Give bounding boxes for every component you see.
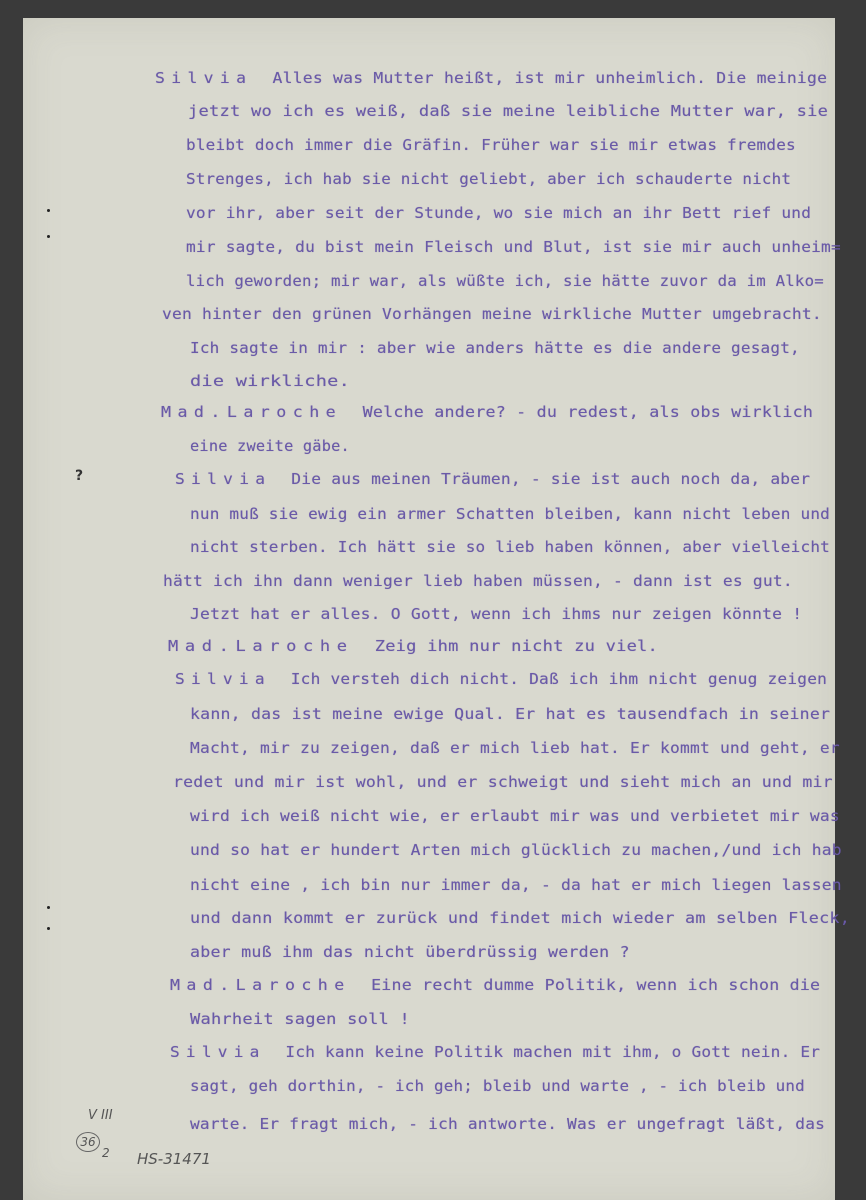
line-text: lich geworden; mir war, als wüßte ich, sie hätte zuvor da im Alko= [186, 272, 824, 290]
line-text: Eine recht dumme Politik, wenn ich schon die [371, 976, 821, 994]
text-line [170, 1043, 820, 1061]
margin-dot [47, 235, 50, 238]
text-line [190, 807, 840, 825]
line-text: warte. Er fragt mich, - ich antworte. Was er ungefragt läßt, das [190, 1115, 826, 1133]
line-text: sagt, geh dorthin, - ich geh; bleib und warte , - ich bleib und [190, 1077, 805, 1095]
line-text: Welche andere? - du redest, als obs wirklich [362, 403, 814, 421]
text-line [175, 470, 810, 488]
text-line [186, 204, 811, 222]
text-line [190, 1115, 825, 1133]
line-text: bleibt doch immer die Gräfin. Früher war sie mir etwas fremdes [186, 136, 796, 154]
text-line [190, 909, 850, 927]
text-line [190, 841, 842, 859]
text-line [190, 339, 800, 357]
speaker-name: Mad.Laroche [168, 637, 354, 655]
line-text: Ich versteh dich nicht. Daß ich ihm nicht genug zeigen [290, 670, 828, 688]
text-line [190, 1077, 805, 1095]
line-text: vor ihr, aber seit der Stunde, wo sie mich an ihr Bett rief und [186, 204, 812, 222]
page-subnumber: 2 [102, 1146, 110, 1160]
shelfmark-signature: HS-31471 [137, 1150, 211, 1168]
line-text: Ich kann keine Politik machen mit ihm, o Gott nein. Er [285, 1043, 821, 1061]
margin-question-mark: ? [75, 468, 84, 484]
text-line [186, 170, 791, 188]
line-text: redet und mir ist wohl, und er schweigt und sieht mich an und mir [173, 773, 833, 791]
speaker-name: Silvia [155, 69, 253, 87]
text-line [186, 136, 796, 154]
text-line [188, 102, 828, 120]
speaker-name: Mad.Laroche [170, 976, 351, 994]
text-line [190, 943, 630, 961]
line-text: mir sagte, du bist mein Fleisch und Blut, ist sie mir auch unheim= [186, 238, 841, 256]
line-text: nicht eine , ich bin nur immer da, - da hat er mich liegen lassen [190, 876, 842, 894]
line-text: Zeig ihm nur nicht zu viel. [374, 637, 659, 655]
line-text: die wirkliche. [190, 372, 351, 390]
line-text: kann, das ist meine ewige Qual. Er hat es tausendfach in seiner [190, 705, 831, 723]
line-text: Macht, mir zu zeigen, daß er mich lieb hat. Er kommt und geht, er [190, 739, 840, 757]
text-line [175, 670, 827, 688]
line-text: Die aus meinen Träumen, - sie ist auch noch da, aber [291, 470, 811, 488]
text-line [186, 238, 841, 256]
text-line [190, 505, 830, 523]
speaker-name: Silvia [175, 470, 272, 488]
line-text: nicht sterben. Ich hätt sie so lieb haben können, aber vielleicht [190, 538, 831, 556]
line-text: aber muß ihm das nicht überdrüssig werden ? [190, 943, 630, 961]
text-line [168, 637, 658, 655]
text-line [155, 69, 827, 87]
margin-dot [47, 209, 50, 212]
margin-dot [47, 927, 50, 930]
line-text: Ich sagte in mir : aber wie anders hätte es die andere gesagt, [190, 339, 800, 357]
text-line [186, 272, 824, 290]
line-text: und so hat er hundert Arten mich glücklich zu machen,/und ich hab [190, 841, 842, 859]
line-text: ven hinter den grünen Vorhängen meine wirkliche Mutter umgebracht. [162, 305, 822, 323]
text-line [163, 572, 793, 590]
speaker-name: Silvia [175, 670, 271, 688]
text-line [170, 976, 820, 994]
speaker-name: Mad.Laroche [161, 403, 343, 421]
text-line [190, 876, 842, 894]
text-line [190, 705, 830, 723]
text-line [190, 372, 350, 390]
line-text: Strenges, ich hab sie nicht geliebt, aber ich schauderte nicht [186, 170, 792, 188]
text-line [190, 437, 350, 455]
line-text: Jetzt hat er alles. O Gott, wenn ich ihms nur zeigen könnte ! [190, 605, 803, 623]
speaker-name: Silvia [170, 1043, 266, 1061]
line-text: nun muß sie ewig ein armer Schatten bleiben, kann nicht leben und [190, 505, 831, 523]
line-text: Wahrheit sagen soll ! [190, 1010, 410, 1028]
line-text: eine zweite gäbe. [190, 437, 350, 455]
margin-dot [47, 906, 50, 909]
text-line [161, 403, 813, 421]
text-line [190, 1010, 410, 1028]
text-line [162, 305, 822, 323]
line-text: Alles was Mutter heißt, ist mir unheimlich. Die meinige [272, 69, 828, 87]
line-text: und dann kommt er zurück und findet mich wieder am selben Fleck, [190, 909, 851, 927]
circled-page-number: 36 [76, 1132, 100, 1152]
text-line [190, 538, 830, 556]
line-text: hätt ich ihn dann weniger lieb haben müssen, - dann ist es gut. [163, 572, 793, 590]
text-line [173, 773, 833, 791]
folio-note: V III [88, 1108, 113, 1123]
line-text: jetzt wo ich es weiß, daß sie meine leibliche Mutter war, sie [188, 102, 829, 120]
line-text: wird ich weiß nicht wie, er erlaubt mir was und verbietet mir was [190, 807, 840, 825]
text-line [190, 739, 840, 757]
text-line [190, 605, 802, 623]
